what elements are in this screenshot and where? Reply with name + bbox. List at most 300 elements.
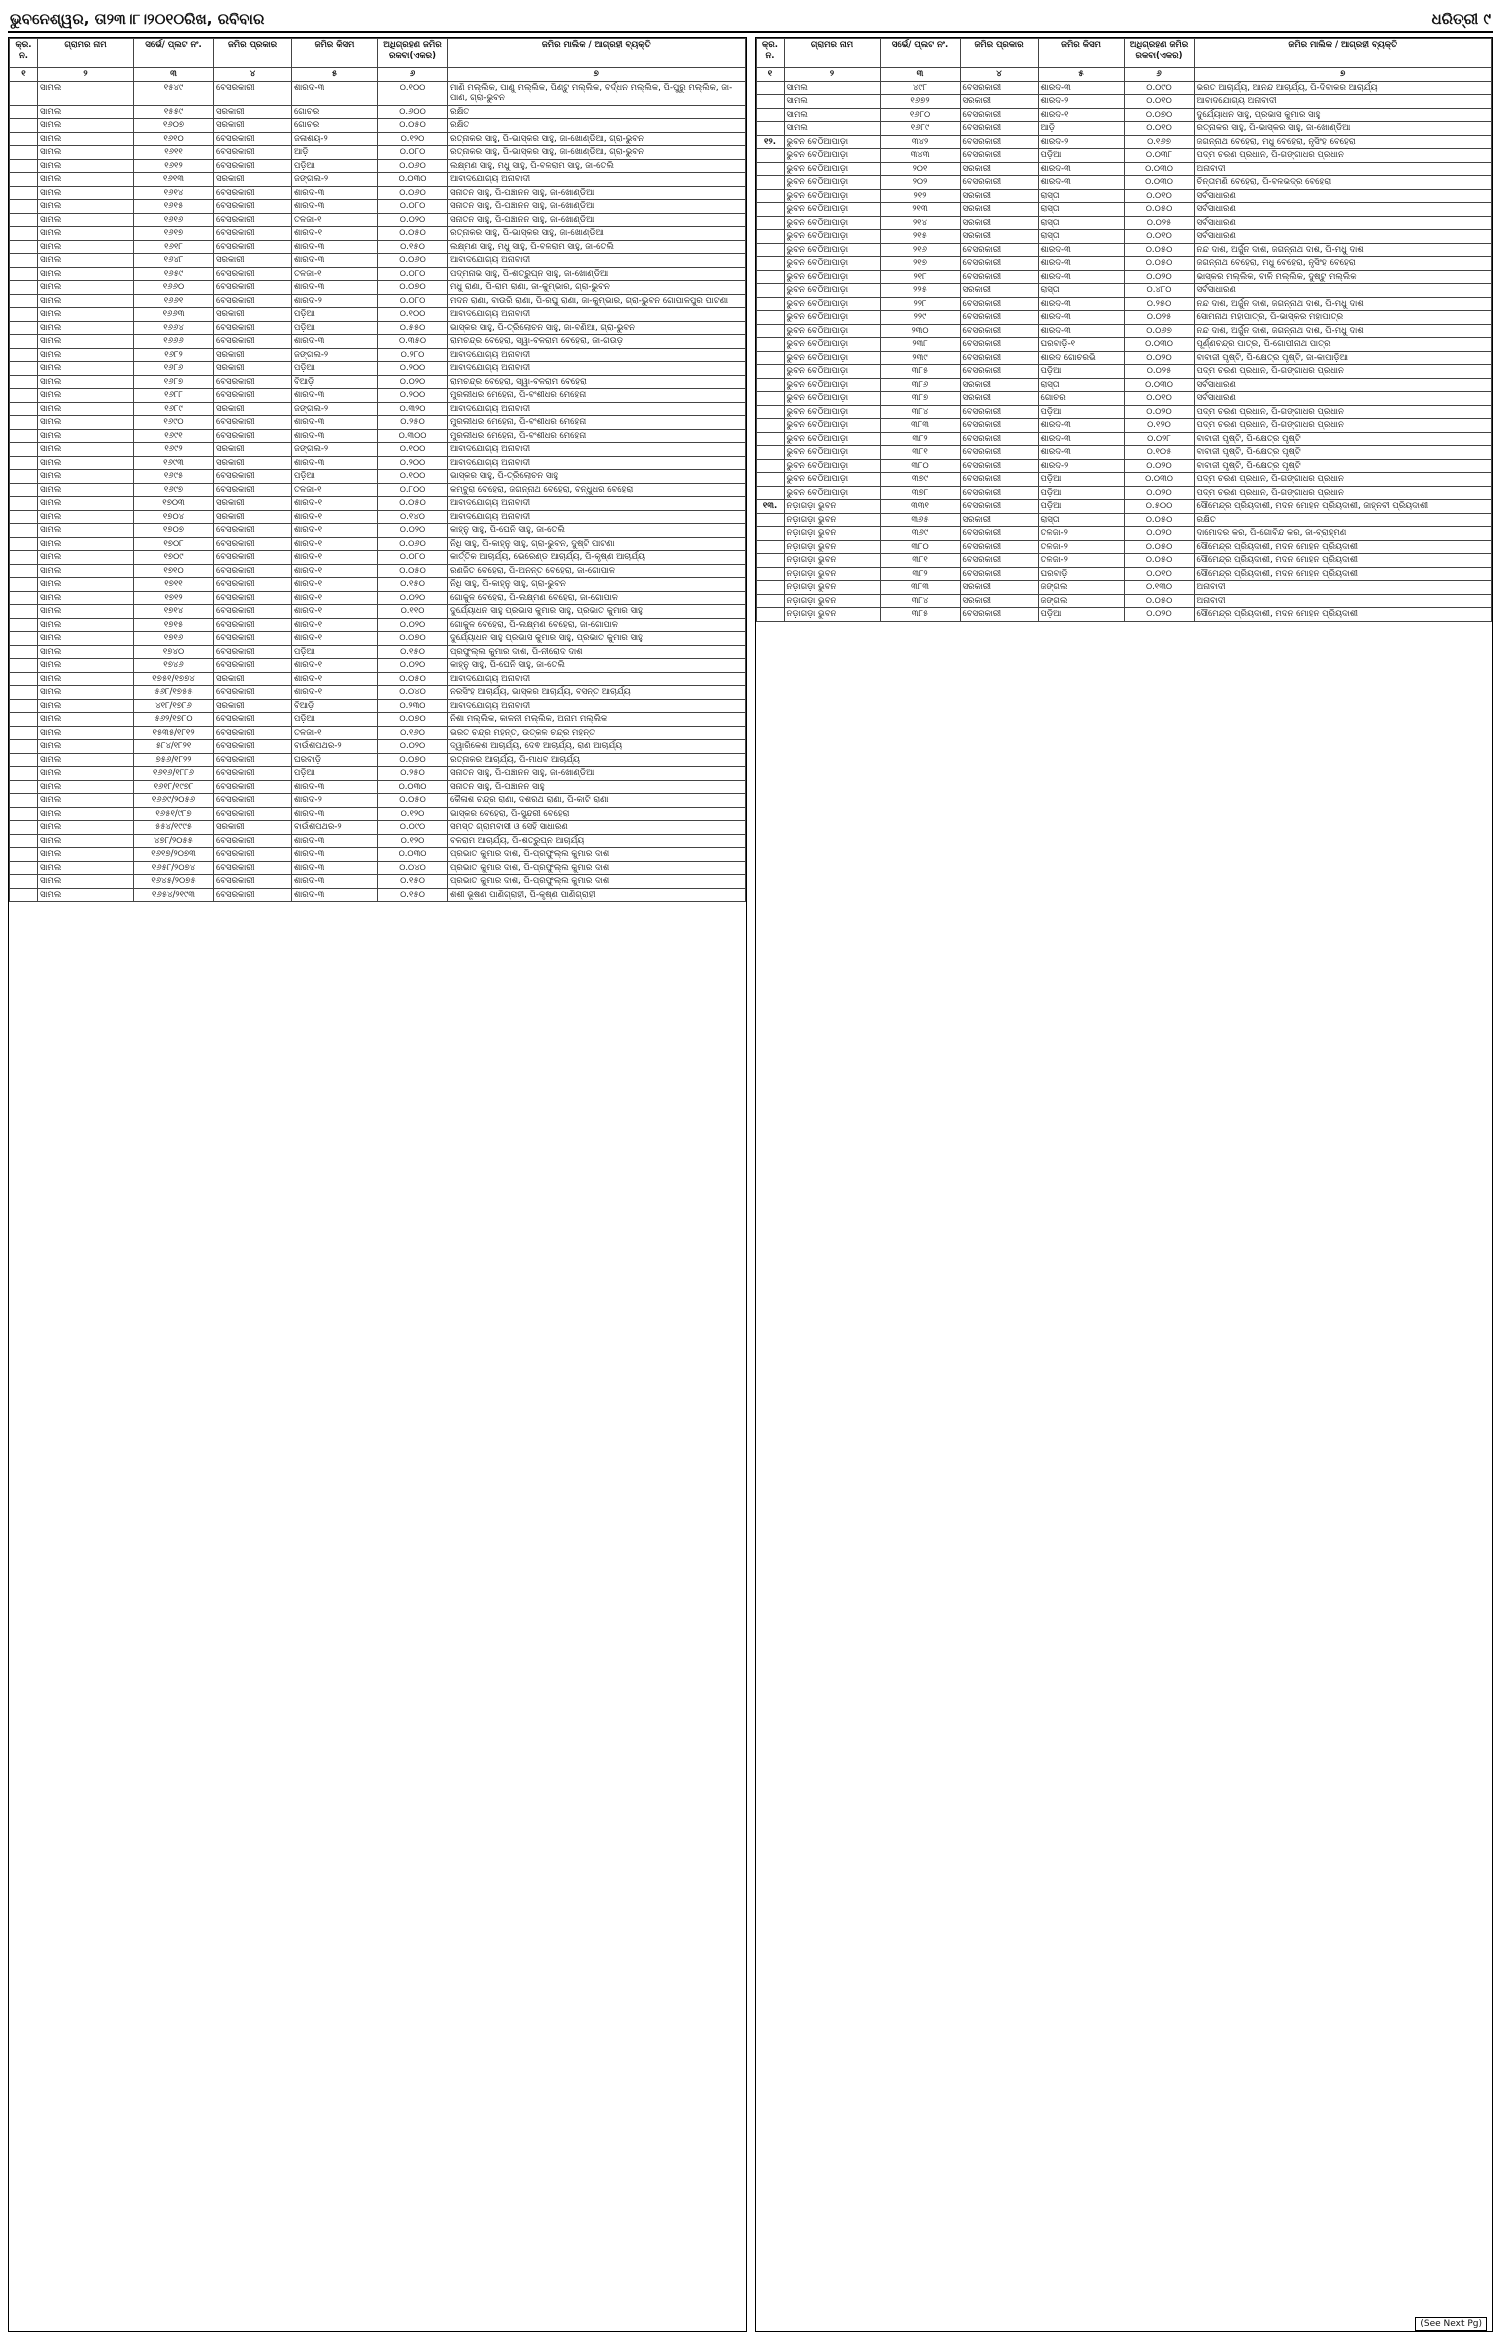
cell-plot: ୧୭୪୬ xyxy=(134,659,214,673)
table-row xyxy=(10,659,746,673)
table-row xyxy=(10,834,746,848)
cell-village: ସାମଲ xyxy=(38,362,134,376)
cell-serial xyxy=(10,699,38,713)
cell-village: ସାମଲ xyxy=(38,834,134,848)
cell-village: ସାମଲ xyxy=(38,254,134,268)
cell-serial xyxy=(756,324,784,338)
cell-serial xyxy=(756,513,784,527)
cell-plot: ୧୭୧୨ xyxy=(134,591,214,605)
cell-land-type: ବେସରକାରୀ xyxy=(214,281,292,295)
cell-owner: ଆବାଦଯୋଗ୍ୟ ଅନାବାଦୀ xyxy=(448,308,746,322)
cell-land-class: ଶାରଦ-୩ xyxy=(292,389,378,403)
table-row xyxy=(10,105,746,119)
cell-serial xyxy=(756,108,784,122)
cell-serial xyxy=(756,527,784,541)
cell-serial xyxy=(756,203,784,217)
cell-land-class: ଶାରଦ-୧ xyxy=(292,659,378,673)
cell-area: ୦.୦୫୦ xyxy=(1124,554,1194,568)
cell-land-type: ସରକାରୀ xyxy=(960,513,1038,527)
cell-plot: ୩୪୨ xyxy=(880,135,960,149)
cell-land-class: ଜଙ୍ଗଲ-୨ xyxy=(292,173,378,187)
cell-serial xyxy=(10,81,38,105)
cell-village: ସାମଲ xyxy=(38,767,134,781)
table-row xyxy=(10,564,746,578)
cell-area: ୦.୦୫୦ xyxy=(378,794,448,808)
cell-land-class: ଶାରଦ-୨ xyxy=(292,294,378,308)
cell-serial xyxy=(756,459,784,473)
cell-serial xyxy=(10,834,38,848)
cell-serial xyxy=(10,429,38,443)
cell-owner: କାର୍ତ୍ତିକ ଆଚାର୍ଯ୍ୟ, ଭେରେଣ୍ଡ ଆଚାର୍ଯ୍ୟ, ପି-କୃଷ୍ଣ ଆଚାର୍ଯ୍ୟ xyxy=(448,551,746,565)
cell-plot: ୨୨୫ xyxy=(880,284,960,298)
cell-area: ୦.୦୫୦ xyxy=(1124,594,1194,608)
cell-owner: ଆବାଦଯୋଗ୍ୟ ଅନାବାଦୀ xyxy=(448,402,746,416)
cell-serial xyxy=(10,375,38,389)
cell-serial xyxy=(10,686,38,700)
cell-village: ନଡ଼ାଗଡ଼ା ଭୁବନ xyxy=(784,608,880,622)
cell-land-class: ଶାରଦ-୧ xyxy=(292,510,378,524)
cell-land-type: ବେସରକାରୀ xyxy=(960,351,1038,365)
cell-land-type: ସରକାରୀ xyxy=(214,348,292,362)
cell-owner: ସନାତନ ସାହୁ, ପି-ପଞ୍ଚାନନ ସାହୁ, ଜା-ଖୋଣ୍ଡିଆ xyxy=(448,767,746,781)
cell-land-type: ବେସରକାରୀ xyxy=(214,767,292,781)
cell-land-class: ଶାରଦ-୧ xyxy=(292,497,378,511)
table-row xyxy=(756,108,1492,122)
cell-area: ୦.୦୧୦ xyxy=(1124,567,1194,581)
cell-village: ସାମଲ xyxy=(38,416,134,430)
cell-land-type: ବେସରକାରୀ xyxy=(214,632,292,646)
cell-plot: ୩୮୬ xyxy=(880,378,960,392)
cell-village: ସାମଲ xyxy=(38,578,134,592)
cell-village: ସାମଲ xyxy=(38,645,134,659)
cell-area: ୦.୦୭୦ xyxy=(1124,108,1194,122)
cell-village: ସାମଲ xyxy=(38,591,134,605)
cell-land-type: ସରକାରୀ xyxy=(214,254,292,268)
cell-land-class: ପଡ଼ିଆ xyxy=(1038,608,1124,622)
cell-plot: ୧୬୧୦ xyxy=(134,132,214,146)
cell-village: ଭୁବନ ବେଠିଆପାଡ଼ା xyxy=(784,311,880,325)
cell-land-type: ବେସରକାରୀ xyxy=(214,375,292,389)
cell-land-type: ସରକାରୀ xyxy=(960,189,1038,203)
table-row xyxy=(756,216,1492,230)
cell-village: ସାମଲ xyxy=(38,483,134,497)
table-row xyxy=(756,149,1492,163)
cell-area: ୦.୦୩୦ xyxy=(1124,378,1194,392)
cell-land-type: ବେସରକାରୀ xyxy=(960,527,1038,541)
table-row xyxy=(756,419,1492,433)
cell-plot: ୧୭୦୮ xyxy=(134,537,214,551)
cell-plot: ୩୮୧ xyxy=(880,554,960,568)
table-row xyxy=(756,581,1492,595)
see-next-page-note: (See Next Pg) xyxy=(1415,2317,1487,2331)
cell-area: ୦.୦୮୦ xyxy=(378,146,448,160)
cell-owner: ନିଶା ମଲ୍ଲିକ, କାଳନୀ ମଲ୍ଲିକ, ଅନାମ ମଲ୍ଲିକ xyxy=(448,713,746,727)
cell-land-type: ବେସରକାରୀ xyxy=(960,540,1038,554)
cell-land-type: ବେସରକାରୀ xyxy=(214,537,292,551)
cell-land-type: ବେସରକାରୀ xyxy=(960,122,1038,136)
cell-land-class: ଘରବାଡ଼ି-୧ xyxy=(1038,338,1124,352)
cell-plot: ୧୭୧୦ xyxy=(134,564,214,578)
table-row xyxy=(756,243,1492,257)
cell-land-type: ବେସରକାରୀ xyxy=(960,459,1038,473)
cell-land-type: ସରକାରୀ xyxy=(214,105,292,119)
cell-plot: ୫୫୪/୧୯୯୫ xyxy=(134,821,214,835)
table-row xyxy=(756,405,1492,419)
cell-serial xyxy=(756,446,784,460)
cell-land-class: ପଡ଼ିଆ xyxy=(1038,500,1124,514)
cell-area: ୦.୨୮୦ xyxy=(378,348,448,362)
cell-land-type: ବେସରକାରୀ xyxy=(214,753,292,767)
cell-village: ସାମଲ xyxy=(38,794,134,808)
cell-plot: ୧୬୧୧ xyxy=(134,146,214,160)
cell-area: ୦.୦୮୦ xyxy=(378,551,448,565)
cell-area: ୦.୦୨୦ xyxy=(378,659,448,673)
cell-owner: ଭରତ ଚନ୍ଦ୍ର ମହନ୍ତ, ଉତ୍କଳ ଚନ୍ଦ୍ର ମହନ୍ତ xyxy=(448,726,746,740)
cell-owner: ଚିନ୍ତାମଣି ବେହେରା, ପି-ବଳଭଦ୍ର ବେହେରା xyxy=(1194,176,1492,190)
cell-area: ୦.୦୫୦ xyxy=(378,119,448,133)
cell-land-type: ବେସରକାରୀ xyxy=(214,605,292,619)
table-row xyxy=(756,311,1492,325)
table-row xyxy=(10,821,746,835)
cell-serial xyxy=(756,257,784,271)
table-row xyxy=(756,432,1492,446)
cell-land-class: ତଳଜା-୧ xyxy=(292,267,378,281)
table-row xyxy=(10,308,746,322)
cell-village: ଭୁବନ ବେଠିଆପାଡ଼ା xyxy=(784,459,880,473)
table-row xyxy=(10,726,746,740)
cell-village: ଭୁବନ ବେଠିଆପାଡ଼ା xyxy=(784,338,880,352)
cell-land-class: ରାସ୍ତା xyxy=(1038,189,1124,203)
cell-village: ସାମଲ xyxy=(38,173,134,187)
cell-land-class: ଶାରଦ-୩ xyxy=(292,281,378,295)
cell-plot: ୫୮୪/୧୮୨୧ xyxy=(134,740,214,754)
cell-area: ୦.୧୫୦ xyxy=(378,645,448,659)
col-num: ୪ xyxy=(960,68,1038,82)
cell-plot: ୨୩୯ xyxy=(880,351,960,365)
cell-village: ଭୁବନ ବେଠିଆପାଡ଼ା xyxy=(784,270,880,284)
cell-owner: ପ୍ରଭାତ କୁମାର ଦାଶ, ପି-ପ୍ରଫୁଲ୍ଲ କୁମାର ଦାଶ xyxy=(448,848,746,862)
table-row xyxy=(10,740,746,754)
cell-village: ସାମଲ xyxy=(38,659,134,673)
header-masthead: ଧରିତ୍ରୀ ୯ xyxy=(1431,10,1491,28)
table-row xyxy=(10,81,746,105)
cell-land-type: ସରକାରୀ xyxy=(960,95,1038,109)
cell-plot: ୧୭୦୩ xyxy=(134,497,214,511)
cell-village: ସାମଲ xyxy=(38,726,134,740)
table-row xyxy=(10,591,746,605)
cell-land-class: ବିଆଡ଼ି xyxy=(292,699,378,713)
cell-village: ସାମଲ xyxy=(38,753,134,767)
table-row xyxy=(10,875,746,889)
cell-owner: ଆବାଦଯୋଗ୍ୟ ଅନାବାଦୀ xyxy=(448,497,746,511)
cell-plot: ୧୭୧୬ xyxy=(134,632,214,646)
cell-land-type: ବେସରକାରୀ xyxy=(960,365,1038,379)
cell-area: ୦.୦୩୮ xyxy=(1124,149,1194,163)
cell-village: ଭୁବନ ବେଠିଆପାଡ଼ା xyxy=(784,149,880,163)
cell-land-type: ବେସରକାରୀ xyxy=(214,146,292,160)
cell-owner: ଆବାଦଯୋଗ୍ୟ ଅନାବାଦୀ xyxy=(448,362,746,376)
cell-owner: ଆବାଦଯୋଗ୍ୟ ଅନାବାଦୀ xyxy=(448,699,746,713)
cell-serial xyxy=(10,132,38,146)
cell-land-class: ଶାରଦ-୩ xyxy=(1038,446,1124,460)
cell-owner: ବାବାଜୀ ପୃଷ୍ଟି, ପି-କ୍ଷେତ୍ର ପୃଷ୍ଟି xyxy=(1194,459,1492,473)
cell-owner: ଗୋକୁଳ ବେହେରା, ପି-ଲକ୍ଷ୍ମଣ ବେହେରା, ଜା-ଗୋପାଳ xyxy=(448,618,746,632)
cell-area: ୦.୦୮୦ xyxy=(378,294,448,308)
table-row xyxy=(10,794,746,808)
table-row xyxy=(10,456,746,470)
cell-plot: ୨୧୮ xyxy=(880,270,960,284)
cell-area: ୦.୦୨୦ xyxy=(1124,270,1194,284)
cell-owner: ଅନାବାଦୀ xyxy=(1194,594,1492,608)
cell-land-type: ବେସରକାରୀ xyxy=(214,470,292,484)
cell-village: ନଡ଼ାଗଡ଼ା ଭୁବନ xyxy=(784,554,880,568)
table-row xyxy=(10,699,746,713)
table-row xyxy=(756,284,1492,298)
cell-owner: ପ୍ରଭାତ କୁମାର ଦାଶ, ପି-ପ୍ରଫୁଲ୍ଲ କୁମାର ଦାଶ xyxy=(448,861,746,875)
table-row xyxy=(10,645,746,659)
cell-serial xyxy=(10,254,38,268)
cell-owner: ନରସିଂହ ଆଚାର୍ଯ୍ୟ, ଭାସ୍କର ଆଚାର୍ଯ୍ୟ, ବସନ୍ତ ଆଚାର୍ଯ୍ୟ xyxy=(448,686,746,700)
cell-village: ସାମଲ xyxy=(38,848,134,862)
cell-serial xyxy=(10,848,38,862)
cell-land-class: ଜଙ୍ଗଲ-୨ xyxy=(292,348,378,362)
cell-land-type: ସରକାରୀ xyxy=(214,308,292,322)
cell-land-type: ବେସରକାରୀ xyxy=(960,243,1038,257)
cell-village: ସାମଲ xyxy=(38,807,134,821)
cell-serial xyxy=(10,605,38,619)
cell-land-type: ବେସରକାରୀ xyxy=(960,608,1038,622)
cell-area: ୦.୦୭୦ xyxy=(378,713,448,727)
cell-village: ନଡ଼ାଗଡ଼ା ଭୁବନ xyxy=(784,500,880,514)
cell-land-type: ବେସରକାରୀ xyxy=(960,567,1038,581)
cell-plot: ୧୬୧୮/୧୯୭୮ xyxy=(134,780,214,794)
cell-area: ୦.୦୩୦ xyxy=(1124,338,1194,352)
cell-land-type: ବେସରକାରୀ xyxy=(214,81,292,105)
cell-village: ନଡ଼ାଗଡ଼ା ଭୁବନ xyxy=(784,594,880,608)
cell-land-class: ଶାରଦ-୧ xyxy=(292,524,378,538)
col-area: ଅଧିଗ୍ରହଣ ଜମିର ରକବା(ଏକର) xyxy=(1124,39,1194,68)
table-row xyxy=(10,186,746,200)
cell-serial xyxy=(10,146,38,160)
cell-area: ୦.୫୫୦ xyxy=(378,321,448,335)
cell-land-type: ସରକାରୀ xyxy=(214,699,292,713)
cell-plot: ୨୦୨ xyxy=(880,176,960,190)
cell-owner: ଆବାଦଯୋଗ୍ୟ ଅନାବାଦୀ xyxy=(448,254,746,268)
cell-plot: ୧୬୧୮ xyxy=(134,240,214,254)
cell-area: ୦.୦୨୦ xyxy=(1124,486,1194,500)
cell-village: ସାମଲ xyxy=(38,159,134,173)
cell-area: ୦.୦୩୦ xyxy=(1124,473,1194,487)
cell-land-type: ବେସରକାରୀ xyxy=(214,294,292,308)
cell-land-type: ସରକାରୀ xyxy=(214,672,292,686)
cell-serial xyxy=(756,270,784,284)
cell-serial xyxy=(10,780,38,794)
cell-village: ସାମଲ xyxy=(38,861,134,875)
cell-plot: ୧୭୧୪ xyxy=(134,605,214,619)
cell-area: ୦.୦୭୦ xyxy=(378,632,448,646)
cell-serial xyxy=(10,443,38,457)
cell-serial xyxy=(756,554,784,568)
cell-owner: ଜଗନ୍ନାଥ ବେହେରା, ମଧୁ ବେହେରା, ନୃସିଂହ ବେହେରା xyxy=(1194,257,1492,271)
table-row xyxy=(756,95,1492,109)
cell-land-class: ପଡ଼ିଆ xyxy=(292,321,378,335)
cell-area: ୦.୦୨୦ xyxy=(1124,608,1194,622)
table-row xyxy=(10,402,746,416)
cell-area: ୦.୦୭୦ xyxy=(378,753,448,767)
cell-plot: ୨୧୭ xyxy=(880,257,960,271)
col-village: ଗ୍ରାମର ନାମ xyxy=(38,39,134,68)
cell-owner: ଭରତ ଆଚାର୍ଯ୍ୟ, ଆନନ୍ଦ ଆଚାର୍ଯ୍ୟ, ପି-ଦିବାକର ଆଚାର୍ଯ୍ୟ xyxy=(1194,81,1492,95)
cell-owner: ରଣଜିତ ବେହେରା, ପି-ଅନନ୍ତ ବେହେରା, ଜା-ଗୋପାଳ xyxy=(448,564,746,578)
cell-plot: ୨୧୩ xyxy=(880,203,960,217)
cell-village: ଭୁବନ ବେଠିଆପାଡ଼ା xyxy=(784,419,880,433)
column-number-row xyxy=(756,68,1492,82)
cell-serial xyxy=(10,861,38,875)
cell-serial xyxy=(10,726,38,740)
cell-owner: ସର୍ବସାଧାରଣ xyxy=(1194,203,1492,217)
cell-area: ୦.୧୦୦ xyxy=(378,81,448,105)
col-num: ୬ xyxy=(378,68,448,82)
cell-village: ସାମଲ xyxy=(38,497,134,511)
cell-land-class: ରାସ୍ତା xyxy=(1038,230,1124,244)
table-row xyxy=(10,200,746,214)
col-plot: ସର୍ଭେ/ ପ୍ଲଟ ନଂ. xyxy=(880,39,960,68)
table-row xyxy=(756,338,1492,352)
col-num: ୩ xyxy=(880,68,960,82)
cell-plot: ୨୧୬ xyxy=(880,243,960,257)
cell-owner: ବାବାଜୀ ପୃଷ୍ଟି, ପି-କ୍ଷେତ୍ର ପୃଷ୍ଟି xyxy=(1194,432,1492,446)
table-row xyxy=(756,540,1492,554)
cell-village: ସାମଲ xyxy=(38,429,134,443)
cell-serial xyxy=(10,537,38,551)
cell-plot: ୧୬୯୩ xyxy=(134,456,214,470)
cell-owner: ଶଶୀ ଭୂଷଣ ପାଣିଗ୍ରାହୀ, ପି-କୃଷ୍ଣ ପାଣିଗ୍ରାହୀ xyxy=(448,888,746,902)
cell-area: ୦.୦୨୦ xyxy=(378,524,448,538)
cell-serial xyxy=(10,510,38,524)
cell-plot: ୩୬୫ xyxy=(880,513,960,527)
cell-area: ୦.୨୦୦ xyxy=(378,389,448,403)
cell-owner: ସନାତନ ସାହୁ, ପି-ପଞ୍ଚାନନ ସାହୁ, ଜା-ଖୋଣ୍ଡିଆ xyxy=(448,186,746,200)
cell-serial xyxy=(10,740,38,754)
cell-land-class: ଶାରଦ-୩ xyxy=(292,416,378,430)
cell-serial xyxy=(10,564,38,578)
cell-land-type: ବେସରକାରୀ xyxy=(214,524,292,538)
cell-serial xyxy=(10,416,38,430)
cell-land-class: ଆଡ଼ି xyxy=(1038,122,1124,136)
cell-land-class: ଶାରଦ-୩ xyxy=(1038,297,1124,311)
cell-village: ସାମଲ xyxy=(38,321,134,335)
cell-land-class: ପଡ଼ିଆ xyxy=(292,767,378,781)
cell-area: ୦.୦୨୦ xyxy=(1124,405,1194,419)
cell-land-class: ତଳଜା-୨ xyxy=(1038,554,1124,568)
cell-area: ୦.୦୫୦ xyxy=(378,672,448,686)
cell-village: ସାମଲ xyxy=(38,672,134,686)
col-land-class: ଜମିର କିସମ xyxy=(292,39,378,68)
cell-land-type: ବେସରକାରୀ xyxy=(214,200,292,214)
cell-serial xyxy=(756,216,784,230)
cell-land-type: ସରକାରୀ xyxy=(214,443,292,457)
table-row xyxy=(10,375,746,389)
cell-area: ୦.୨୫୦ xyxy=(378,416,448,430)
cell-land-class: ଶାରଦ-୩ xyxy=(292,429,378,443)
col-land-type: ଜମିର ପ୍ରକାର xyxy=(214,39,292,68)
cell-land-type: ବେସରକାରୀ xyxy=(960,297,1038,311)
cell-land-class: ଗୋଚର xyxy=(292,119,378,133)
cell-land-type: ବେସରକାରୀ xyxy=(214,875,292,889)
cell-land-class: ଶାରଦ-୨ xyxy=(1038,459,1124,473)
cell-owner: ରକ୍ଷିତ xyxy=(448,119,746,133)
cell-serial xyxy=(756,149,784,163)
table-row xyxy=(10,537,746,551)
cell-land-class: ଶାରଦ-୩ xyxy=(292,186,378,200)
cell-plot: ୩୮୨ xyxy=(880,567,960,581)
cell-owner: ଦୁର୍ଯ୍ୟୋଧନ ସାହୁ, ପ୍ରଭାସ କୁମାର ସାହୁ xyxy=(1194,108,1492,122)
cell-serial xyxy=(756,81,784,95)
cell-area: ୦.୦୫୦ xyxy=(1124,513,1194,527)
cell-area: ୦.୦୫୦ xyxy=(378,497,448,511)
cell-plot: ୨୩୮ xyxy=(880,338,960,352)
cell-serial xyxy=(10,470,38,484)
cell-land-class: ପଡ଼ିଆ xyxy=(292,308,378,322)
table-row xyxy=(10,227,746,241)
cell-land-type: ବେସରକାରୀ xyxy=(214,429,292,443)
cell-owner: ଦୁର୍ଯ୍ୟୋଧନ ସାହୁ ପ୍ରଭାସ କୁମାର ସାହୁ, ପ୍ରଭାତ କୁମାର ସାହୁ xyxy=(448,632,746,646)
col-num: ୪ xyxy=(214,68,292,82)
table-row xyxy=(756,297,1492,311)
cell-plot: ୨୧୪ xyxy=(880,216,960,230)
cell-plot: ୩୮୩ xyxy=(880,581,960,595)
cell-land-type: ବେସରକାରୀ xyxy=(960,257,1038,271)
cell-serial xyxy=(756,122,784,136)
cell-land-class: ବିଆଡ଼ି xyxy=(292,375,378,389)
table-row xyxy=(10,254,746,268)
table-row xyxy=(10,848,746,862)
cell-owner: କାହ୍ନୁ ସାହୁ, ପି-ଘେନି ସାହୁ, ଜା-ତେଲି xyxy=(448,524,746,538)
cell-land-class: ଶାରଦ-୨ xyxy=(292,794,378,808)
table-row xyxy=(756,257,1492,271)
cell-land-class: ପଡ଼ିଆ xyxy=(1038,365,1124,379)
left-table-body xyxy=(10,81,746,902)
cell-village: ସାମଲ xyxy=(38,618,134,632)
table-row xyxy=(10,470,746,484)
cell-village: ସାମଲ xyxy=(38,348,134,362)
cell-owner: ପଦ୍ମ ଚରଣ ପ୍ରଧାନ, ପି-ଗଙ୍ଗାଧର ପ୍ରଧାନ xyxy=(1194,486,1492,500)
cell-village: ସାମଲ xyxy=(38,105,134,119)
cell-land-class: ଶାରଦ-୧ xyxy=(292,605,378,619)
cell-owner: ସର୍ବସାଧାରଣ xyxy=(1194,284,1492,298)
cell-plot: ୧୭୫୧/୧୭୭୪ xyxy=(134,672,214,686)
table-row xyxy=(10,321,746,335)
cell-serial xyxy=(10,348,38,362)
col-owner: ଜମିର ମାଲିକ / ଆଗ୍ରହୀ ବ୍ୟକ୍ତି xyxy=(1194,39,1492,68)
col-num: ୬ xyxy=(1124,68,1194,82)
cell-plot: ୨୩୦ xyxy=(880,324,960,338)
cell-plot: ୧୬୧୬ xyxy=(134,213,214,227)
cell-area: ୦.୦୩୦ xyxy=(378,848,448,862)
cell-area: ୦.୧୨୦ xyxy=(1124,419,1194,433)
cell-village: ସାମଲ xyxy=(38,389,134,403)
cell-village: ସାମଲ xyxy=(38,335,134,349)
cell-village: ସାମଲ xyxy=(38,186,134,200)
cell-plot: ୧୬୧୭ xyxy=(134,227,214,241)
cell-land-class: ପଡ଼ିଆ xyxy=(292,159,378,173)
cell-serial xyxy=(10,294,38,308)
cell-area: ୦.୦୮୦ xyxy=(378,200,448,214)
cell-area: ୦.୦୨୦ xyxy=(378,740,448,754)
cell-owner: ସୌମେନ୍ଦ୍ର ପ୍ରିୟଦାଶୀ, ମଦନ ମୋହନ ପ୍ରିୟଦାଶୀ xyxy=(1194,554,1492,568)
cell-village: ନଡ଼ାଗଡ଼ା ଭୁବନ xyxy=(784,581,880,595)
cell-serial xyxy=(10,362,38,376)
